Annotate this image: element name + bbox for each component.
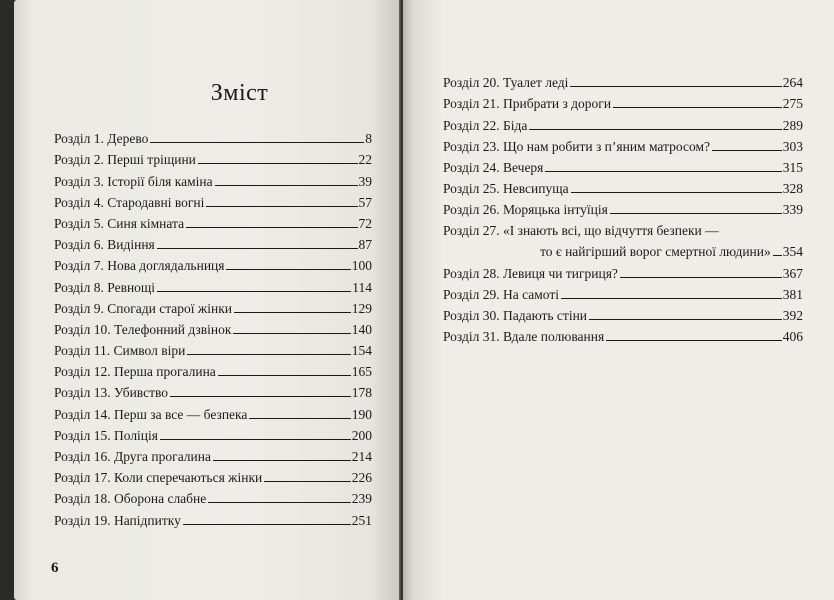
toc-entry-page: 354	[782, 244, 803, 260]
toc-entry-page: 214	[351, 449, 372, 464]
toc-entry-page: 406	[782, 329, 803, 345]
toc-entry	[443, 196, 803, 217]
toc-leader-line	[712, 150, 782, 151]
toc-leader-line	[226, 269, 350, 270]
toc-entry-label: Розділ 12. Перша прогалина	[54, 364, 216, 380]
toc-entry-label: Розділ 31. Вдале полювання	[443, 329, 605, 345]
toc-entry	[443, 69, 803, 90]
toc-entry	[54, 273, 372, 294]
toc-leader-line	[773, 255, 782, 256]
toc-entry-page: 275	[782, 96, 803, 112]
toc-entry-label: Розділ 17. Коли сперечаються жінки	[54, 470, 263, 486]
toc-entry-page: 200	[351, 427, 372, 443]
toc-entry-label: Розділ 10. Телефонний дзвінок	[54, 321, 232, 337]
toc-list-right	[443, 69, 803, 344]
toc-leader-line	[157, 291, 351, 292]
toc-leader-line	[206, 206, 357, 207]
toc-leader-line	[561, 298, 782, 299]
toc-entry-label: Розділ 16. Друга прогалина	[54, 449, 211, 464]
toc-entry	[54, 252, 372, 273]
toc-entry-label: Розділ 27. «І знають всі, що відчуття безпеки —	[443, 223, 719, 239]
toc-entry-page: 87	[358, 237, 372, 253]
toc-entry-label: Розділ 9. Спогади старої жінки	[54, 300, 232, 316]
toc-entry-label: Розділ 4. Стародавні вогні	[54, 194, 205, 210]
toc-entry	[54, 189, 372, 210]
toc-entry-label: Розділ 20. Туалет леді	[443, 75, 569, 91]
toc-entry-label: Розділ 11. Символ віри	[54, 343, 186, 359]
toc-entry	[443, 281, 803, 302]
toc-leader-line	[571, 192, 782, 193]
toc-leader-line	[570, 86, 781, 87]
toc-leader-line	[218, 375, 351, 376]
left-page	[14, 0, 401, 600]
toc-entry-label: Розділ 30. Падають стіни	[443, 307, 588, 323]
toc-entry-label: Розділ 24. Вечеря	[443, 159, 544, 175]
toc-entry	[54, 506, 372, 527]
toc-entry-line	[443, 223, 803, 238]
toc-leader-line	[545, 171, 781, 172]
toc-entry-page: 114	[352, 279, 372, 295]
toc-entry-label: Розділ 13. Убивство	[54, 385, 169, 401]
toc-entry	[54, 125, 372, 146]
toc-entry-page: 264	[782, 75, 803, 91]
toc-leader-line	[620, 277, 782, 278]
toc-entry-page: 8	[365, 131, 372, 147]
toc-entry-page: 154	[351, 343, 372, 359]
toc-leader-line	[589, 319, 782, 320]
toc-entry-page: 100	[351, 258, 372, 274]
toc-leader-line	[213, 460, 351, 461]
toc-entry-label: Розділ 21. Прибрати з дороги	[443, 96, 612, 112]
toc-entry	[54, 210, 372, 231]
toc-entry	[54, 316, 372, 337]
toc-entry	[54, 167, 372, 188]
toc-entry-page: 226	[351, 470, 372, 486]
toc-entry-line	[443, 238, 803, 259]
toc-entry-label: Розділ 26. Моряцька інтуїція	[443, 202, 608, 218]
toc-entry	[443, 259, 803, 280]
toc-entry-page: 315	[782, 159, 803, 175]
toc-leader-line	[183, 524, 351, 525]
toc-entry-label: Розділ 18. Оборона слабне	[54, 491, 207, 507]
toc-entry-page: 303	[782, 138, 803, 154]
toc-entry	[54, 485, 372, 506]
toc-leader-line	[198, 163, 358, 164]
page-number: 6	[51, 560, 59, 576]
toc-entry	[443, 323, 803, 344]
toc-leader-line	[187, 354, 350, 355]
toc-entry	[54, 231, 372, 252]
toc-entry-label: Розділ 29. На самоті	[443, 286, 560, 302]
toc-leader-line	[160, 439, 351, 440]
toc-entry-label: Розділ 15. Поліція	[54, 427, 158, 443]
toc-leader-line	[606, 340, 782, 341]
toc-entry-label: Розділ 14. Перш за все — безпека	[54, 406, 248, 422]
page-title: Зміст	[210, 80, 269, 106]
toc-entry-page: 190	[351, 406, 372, 422]
toc-entry-page: 328	[782, 181, 803, 197]
toc-entry	[54, 337, 372, 358]
toc-list-left	[54, 125, 372, 528]
toc-entry-label: Розділ 8. Ревнощі	[54, 279, 156, 295]
toc-entry-label: Розділ 28. Левиця чи тигриця?	[443, 265, 618, 281]
toc-entry	[443, 111, 803, 132]
toc-entry-label: Розділ 25. Невсипуща	[443, 181, 569, 197]
toc-entry-page: 57	[358, 194, 372, 210]
toc-entry	[443, 90, 803, 111]
toc-entry	[443, 154, 803, 175]
toc-entry-page: 381	[782, 286, 803, 302]
toc-entry-page: 165	[351, 364, 372, 380]
toc-entry-label: Розділ 2. Перші тріщини	[54, 152, 196, 168]
toc-entry	[443, 302, 803, 323]
toc-entry-label: Розділ 19. Напідпитку	[54, 512, 181, 528]
toc-leader-line	[529, 129, 781, 130]
toc-leader-line	[157, 248, 358, 249]
toc-entry	[443, 175, 803, 196]
toc-leader-line	[186, 227, 357, 228]
toc-leader-line	[215, 185, 358, 186]
toc-leader-line	[208, 502, 350, 503]
toc-entry-label: Розділ 6. Видіння	[54, 237, 155, 253]
toc-entry	[54, 422, 372, 443]
toc-entry	[54, 295, 372, 316]
toc-entry-label: Розділ 1. Дерево	[54, 131, 149, 147]
toc-entry	[443, 217, 803, 259]
toc-entry-page: 239	[351, 491, 372, 507]
toc-entry-page: 140	[351, 321, 372, 337]
toc-entry	[54, 400, 372, 421]
toc-leader-line	[264, 481, 350, 482]
toc-entry-page: 72	[358, 215, 372, 231]
toc-leader-line	[610, 213, 782, 214]
toc-entry-label: Розділ 23. Що нам робити з п’яним матросом?	[443, 138, 710, 154]
toc-entry-page: 22	[358, 152, 372, 168]
toc-entry-page: 251	[351, 512, 372, 528]
toc-entry	[54, 146, 372, 167]
toc-entry-page: 129	[351, 300, 372, 316]
toc-entry-label: Розділ 3. Історії біля каміна	[54, 173, 213, 189]
toc-entry	[443, 133, 803, 154]
toc-entry-label: Розділ 22. Біда	[443, 117, 528, 133]
toc-leader-line	[170, 396, 351, 397]
toc-entry-page: 339	[782, 202, 803, 218]
toc-leader-line	[233, 333, 350, 334]
toc-entry	[54, 379, 372, 400]
toc-entry-label: Розділ 7. Нова доглядальниця	[54, 258, 225, 274]
toc-leader-line	[249, 418, 350, 419]
toc-entry-page: 39	[358, 173, 372, 189]
toc-leader-line	[234, 312, 351, 313]
toc-entry	[54, 443, 372, 464]
toc-entry-page: 178	[351, 385, 372, 401]
toc-entry-page: 392	[782, 307, 803, 323]
toc-leader-line	[150, 142, 364, 143]
toc-entry-page: 367	[782, 265, 803, 281]
toc-entry	[54, 464, 372, 485]
toc-entry-label-continued: то є найгірший ворог смертної людини»	[540, 244, 771, 260]
toc-leader-line	[613, 107, 782, 108]
right-page	[403, 0, 834, 600]
toc-entry-page: 289	[782, 117, 803, 133]
toc-entry-label: Розділ 5. Синя кімната	[54, 215, 185, 231]
toc-entry	[54, 358, 372, 379]
